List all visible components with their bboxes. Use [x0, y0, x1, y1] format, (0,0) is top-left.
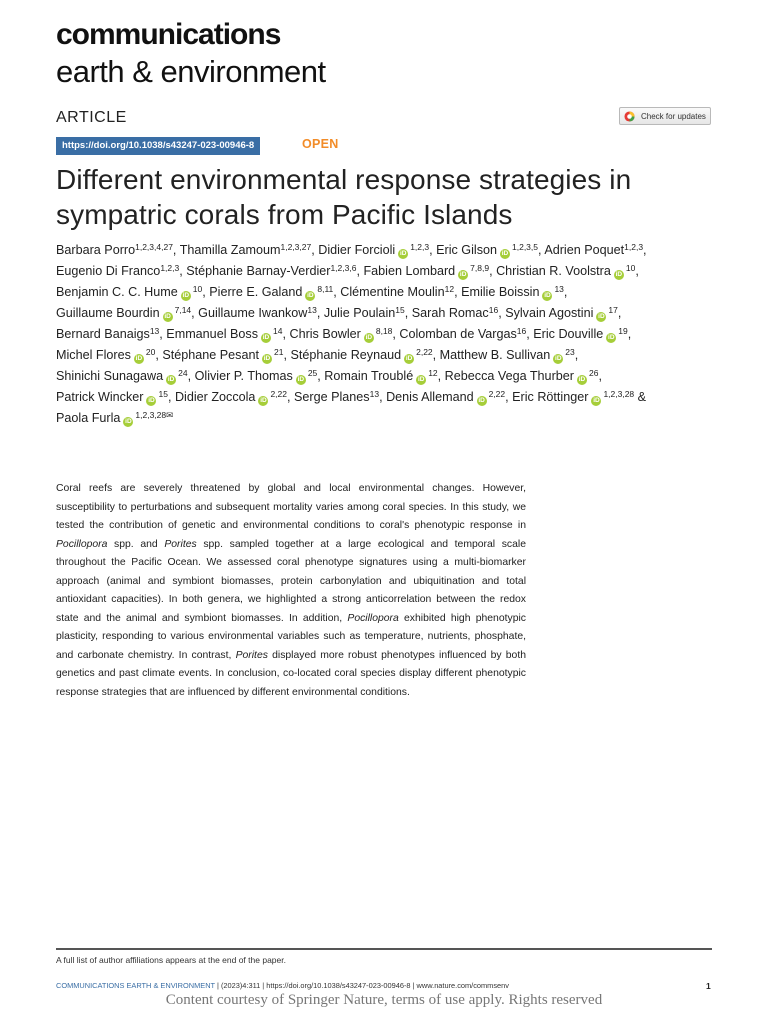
author-separator: , — [187, 369, 195, 383]
orcid-icon[interactable]: iD — [578, 376, 586, 383]
author-name[interactable]: Bernard Banaigs — [56, 327, 150, 341]
author-name[interactable]: Guillaume Iwankow — [198, 306, 308, 320]
author-separator: , — [167, 390, 175, 404]
author-name[interactable]: Rebecca Vega Thurber — [444, 369, 574, 383]
page-footer — [56, 981, 509, 990]
author-separator: , — [179, 264, 187, 278]
orcid-icon[interactable]: iD — [501, 250, 509, 257]
abstract-text: displayed more robust phenotypes influenced by both genetics and past climate events. In conclusion, co-located coral species display different phenotypic response strategies that are influenced by different environmental conditions. — [56, 649, 526, 698]
author-separator: , — [202, 285, 210, 299]
affiliation-numbers: 10 — [625, 263, 636, 273]
author-separator: , — [563, 285, 568, 299]
author-name[interactable]: Didier Forcioli — [318, 243, 396, 257]
affiliation-numbers: 15 — [158, 389, 168, 399]
affiliation-numbers: 1,2,3,4,27 — [135, 242, 173, 252]
affiliation-numbers: 24 — [178, 368, 188, 378]
author-name[interactable]: Julie Poulain — [323, 306, 396, 320]
author-name[interactable]: Matthew B. Sullivan — [439, 348, 551, 362]
orcid-icon[interactable]: iD — [417, 376, 425, 383]
author-separator: , — [598, 369, 602, 383]
orcid-icon[interactable]: iD — [615, 271, 623, 278]
author-separator: , — [505, 390, 513, 404]
affiliation-numbers: 15 — [395, 305, 405, 315]
orcid-icon[interactable]: iD — [135, 355, 143, 362]
author-separator: & — [634, 390, 647, 404]
affiliation-numbers: 2,22 — [488, 389, 506, 399]
author-separator: , — [172, 243, 180, 257]
author-name[interactable]: Eric Gilson — [436, 243, 497, 257]
author-separator: , — [311, 243, 319, 257]
affiliation-numbers: 7,8,9 — [470, 263, 490, 273]
page-number: 1 — [706, 981, 711, 991]
author-name[interactable]: Michel Flores — [56, 348, 131, 362]
check-for-updates-button[interactable] — [619, 107, 711, 125]
author-name[interactable]: Barbara Porro — [56, 243, 136, 257]
abstract-text: spp. sampled together at a large ecological and temporal scale throughout the Pacific Ocean. We assessed coral phenotype signatures using a multi-biomarker approach (animal and symbiont biomasses, protein carbonylation and ubiquitination and total antioxidant capacities). In both genera, we highlighted a strong anticorrelation between the redox state and the animal and symbiont biomasses. In addition, — [56, 538, 526, 624]
footnote-divider — [56, 948, 712, 950]
affiliation-numbers: 12 — [444, 284, 455, 294]
article-type-label: ARTICLE — [56, 109, 127, 126]
author-name[interactable]: Serge Planes — [293, 390, 370, 404]
author-separator: , — [538, 243, 545, 257]
author-line — [56, 408, 716, 429]
author-name[interactable]: Emmanuel Boss — [166, 327, 258, 341]
affiliation-numbers: 14 — [273, 326, 283, 336]
author-name[interactable]: Emilie Boissin — [461, 285, 540, 299]
author-name[interactable]: Benjamin C. C. Hume — [56, 285, 178, 299]
author-separator: , — [635, 264, 639, 278]
orcid-icon[interactable]: iD — [263, 355, 271, 362]
doi-badge[interactable]: https://doi.org/10.1038/s43247-023-00946-8 — [56, 137, 260, 155]
author-separator: , — [627, 327, 632, 341]
affiliation-numbers: 13 — [149, 326, 160, 336]
author-name[interactable]: Adrien Poquet — [544, 243, 625, 257]
author-name[interactable]: Eric Röttinger — [512, 390, 589, 404]
orcid-icon[interactable]: iD — [148, 397, 155, 404]
orcid-icon[interactable]: iD — [167, 376, 175, 383]
affiliation-numbers: 10 — [192, 284, 203, 294]
author-line — [56, 324, 716, 345]
orcid-icon[interactable]: iD — [399, 250, 407, 257]
affiliation-numbers: 13 — [369, 389, 380, 399]
author-line — [56, 240, 716, 261]
affiliation-numbers: 12 — [428, 368, 438, 378]
author-separator: , — [191, 306, 199, 320]
orcid-icon[interactable]: iD — [262, 334, 270, 341]
affiliation-numbers: 19 — [618, 326, 628, 336]
author-separator: , — [526, 327, 534, 341]
author-separator: , — [317, 369, 325, 383]
author-line — [56, 261, 716, 282]
author-line — [56, 345, 716, 366]
author-name[interactable]: Christian R. Voolstra — [496, 264, 611, 278]
author-separator: , — [159, 327, 167, 341]
author-separator: , — [283, 348, 291, 362]
orcid-icon[interactable]: iD — [260, 397, 267, 404]
author-name[interactable]: Didier Zoccola — [174, 390, 256, 404]
affiliation-numbers: 21 — [274, 347, 284, 357]
affiliation-numbers: 16 — [516, 326, 527, 336]
affiliation-numbers: 1,2,3,28✉ — [135, 410, 174, 420]
orcid-icon[interactable]: iD — [478, 397, 485, 404]
author-line — [56, 282, 716, 303]
journal-name-line2: earth & environment — [56, 54, 326, 89]
author-name[interactable]: Fabien Lombard — [363, 264, 456, 278]
orcid-icon[interactable]: iD — [297, 376, 305, 383]
author-separator: , — [155, 348, 163, 362]
orcid-icon[interactable]: iD — [405, 355, 413, 362]
affiliation-numbers: 1,2,3,5 — [512, 242, 538, 252]
affiliation-numbers: 25 — [307, 368, 318, 378]
affiliation-numbers: 8,18 — [375, 326, 393, 336]
author-separator: , — [429, 243, 437, 257]
abstract-text: Coral reefs are severely threatened by global and local environmental changes. However, susceptibility to perturbations and subsequent mortality varies among coral species. In this study, we tested the contribution of genetic and environmental conditions to coral's phenotypic response in — [56, 483, 526, 531]
open-access-label: OPEN — [302, 137, 339, 151]
author-separator: , — [379, 390, 387, 404]
orcid-icon[interactable]: iD — [307, 292, 314, 299]
orcid-icon[interactable]: iD — [182, 292, 190, 299]
author-separator: , — [617, 306, 622, 320]
affiliation-numbers: 16 — [488, 305, 499, 315]
orcid-icon[interactable]: iD — [164, 313, 171, 320]
journal-name-line1: communications — [56, 18, 281, 51]
author-separator: , — [643, 243, 647, 257]
affiliation-numbers: 13 — [554, 284, 564, 294]
affiliation-numbers: 1,2,3,28 — [603, 389, 635, 399]
author-separator: , — [498, 306, 506, 320]
author-name[interactable]: Thamilla Zamoum — [179, 243, 281, 257]
abstract-paragraph — [56, 480, 526, 702]
author-line — [56, 387, 716, 408]
author-separator: , — [392, 327, 400, 341]
author-name[interactable]: Pierre E. Galand — [209, 285, 303, 299]
abstract-taxon: Pocillopora — [347, 612, 399, 624]
author-separator: , — [437, 369, 445, 383]
author-separator: , — [333, 285, 341, 299]
author-line — [56, 366, 716, 387]
author-name[interactable]: Colomban de Vargas — [399, 327, 517, 341]
author-name[interactable]: Sarah Romac — [411, 306, 489, 320]
author-separator: , — [574, 348, 579, 362]
author-name[interactable]: Olivier P. Thomas — [194, 369, 293, 383]
footer-journal-name: COMMUNICATIONS EARTH & ENVIRONMENT — [56, 981, 215, 990]
orcid-icon[interactable]: iD — [593, 397, 600, 404]
author-separator: , — [489, 264, 497, 278]
author-name[interactable]: Stéphane Pesant — [162, 348, 259, 362]
affiliation-numbers: 1,2,3 — [624, 242, 644, 252]
author-name[interactable]: Romain Troublé — [324, 369, 414, 383]
abstract-taxon: Pocillopora — [56, 538, 108, 550]
author-separator: , — [432, 348, 440, 362]
author-name[interactable]: Patrick Wincker — [56, 390, 144, 404]
affiliation-numbers: 17 — [608, 305, 618, 315]
affiliation-numbers: 2,22 — [270, 389, 287, 399]
affiliation-numbers: 8,11 — [317, 284, 334, 294]
author-name[interactable]: Paola Furla — [56, 411, 121, 425]
author-name[interactable]: Eric Douville — [533, 327, 604, 341]
author-name[interactable]: Stéphanie Reynaud — [290, 348, 402, 362]
author-name[interactable]: Guillaume Bourdin — [56, 306, 160, 320]
author-separator: , — [356, 264, 364, 278]
author-name[interactable]: Clémentine Moulin — [340, 285, 445, 299]
courtesy-notice: Content courtesy of Springer Nature, terms of use apply. Rights reserved — [165, 992, 603, 1008]
orcid-icon[interactable]: iD — [555, 355, 562, 362]
abstract — [56, 480, 526, 702]
author-separator: , — [282, 327, 290, 341]
author-line — [56, 303, 716, 324]
footer-citation: | (2023)4:311 | https://doi.org/10.1038/s43247-023-00946-8 | www.nature.com/commsenv — [214, 981, 509, 990]
author-name[interactable]: Denis Allemand — [386, 390, 474, 404]
check-for-updates-label: Check for updates — [641, 111, 706, 121]
orcid-icon[interactable]: iD — [459, 271, 467, 278]
author-separator: , — [454, 285, 462, 299]
check-updates-icon — [624, 111, 635, 122]
affiliation-numbers: 1,2,3,6 — [330, 263, 357, 273]
author-separator: , — [286, 390, 294, 404]
affiliation-numbers: 26 — [588, 368, 599, 378]
orcid-icon[interactable]: iD — [544, 292, 551, 299]
author-name[interactable]: Stéphanie Barnay-Verdier — [186, 264, 331, 278]
author-name[interactable]: Sylvain Agostini — [505, 306, 594, 320]
orcid-icon[interactable]: iD — [608, 334, 615, 341]
author-separator: , — [404, 306, 412, 320]
affiliations-footnote: A full list of author affiliations appears at the end of the paper. — [56, 955, 286, 965]
orcid-icon[interactable]: iD — [365, 334, 373, 341]
affiliation-numbers: 23 — [565, 347, 575, 357]
abstract-taxon: Porites — [164, 538, 197, 550]
abstract-text: spp. and — [107, 538, 165, 550]
author-name[interactable]: Eugenio Di Franco — [56, 264, 161, 278]
orcid-icon[interactable]: iD — [125, 418, 132, 425]
affiliation-numbers: 7,14 — [174, 305, 192, 315]
affiliation-numbers: 1,2,3,27 — [280, 242, 312, 252]
abstract-text: exhibited high phenotypic plasticity, responding to various environmental variables such as temperature, nutrients, phosphate, and carbonate chemistry. In contrast, — [56, 612, 526, 661]
orcid-icon[interactable]: iD — [598, 313, 605, 320]
author-separator: , — [316, 306, 324, 320]
author-name[interactable]: Chris Bowler — [289, 327, 361, 341]
affiliation-numbers: 1,2,3 — [160, 263, 180, 273]
author-name[interactable]: Shinichi Sunagawa — [56, 369, 164, 383]
affiliation-numbers: 13 — [307, 305, 317, 315]
author-list — [56, 240, 716, 429]
abstract-taxon: Porites — [235, 649, 268, 661]
affiliation-numbers: 20 — [145, 347, 156, 357]
affiliation-numbers: 1,2,3 — [410, 242, 430, 252]
affiliation-numbers: 2,22 — [416, 347, 433, 357]
article-title: Different environmental response strategies in sympatric corals from Pacific Islands — [56, 164, 632, 230]
